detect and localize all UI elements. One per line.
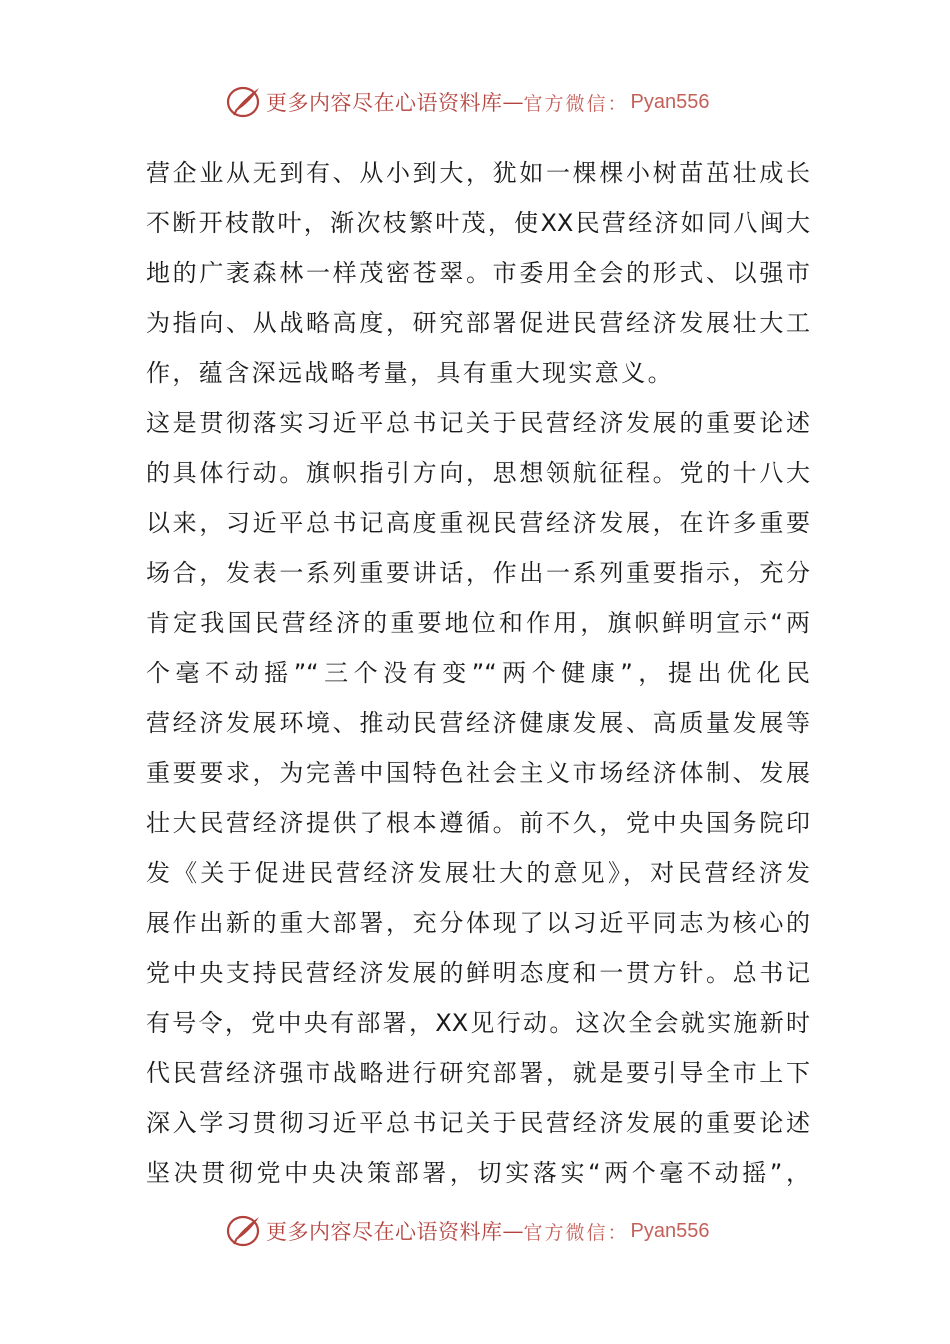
text-line: 这是贯彻落实习近平总书记关于民营经济发展的重要论述	[146, 409, 810, 437]
text-line: 营企业从无到有、从小到大，犹如一棵棵小树苗茁壮成长	[146, 159, 810, 187]
text-line: 有号令，党中央有部署，XX见行动。这次全会就实施新时	[146, 1009, 810, 1037]
text-line: 坚决贯彻党中央决策部署，切实落实“两个毫不动摇”，	[146, 1159, 810, 1187]
text-line: 发《关于促进民营经济发展壮大的意见》，对民营经济发	[146, 859, 810, 887]
quill-seal-icon	[226, 84, 264, 120]
text-line: 不断开枝散叶，渐次枝繁叶茂，使XX民营经济如同八闽大	[146, 209, 810, 237]
footer-banner	[226, 1211, 709, 1251]
document-body	[146, 148, 810, 1198]
banner-account: Pyan556	[630, 90, 710, 113]
text-line: 为指向、从战略高度，研究部署促进民营经济发展壮大工	[146, 309, 810, 337]
quill-seal-icon	[226, 1213, 264, 1249]
text-line: 肯定我国民营经济的重要地位和作用，旗帜鲜明宣示“两	[146, 609, 810, 637]
banner-account: Pyan556	[630, 1219, 710, 1242]
banner-brand: 更多内容尽在心语资料库	[266, 91, 503, 115]
text-line: 营经济发展环境、推动民营经济健康发展、高质量发展等	[146, 709, 810, 737]
header-banner	[226, 82, 709, 122]
banner-wechat-label: 官方微信：	[523, 92, 629, 115]
text-line: 的具体行动。旗帜指引方向，思想领航征程。党的十八大	[146, 459, 810, 487]
banner-dash: —	[502, 90, 524, 114]
text-line: 展作出新的重大部署，充分体现了以习近平同志为核心的	[146, 909, 810, 937]
text-line: 重要要求，为完善中国特色社会主义市场经济体制、发展	[146, 759, 810, 787]
text-line: 作，蕴含深远战略考量，具有重大现实意义。	[146, 359, 674, 387]
text-line: 地的广袤森林一样茂密苍翠。市委用全会的形式、以强市	[146, 259, 810, 287]
banner-dash: —	[502, 1219, 524, 1243]
text-line: 深入学习贯彻习近平总书记关于民营经济发展的重要论述	[146, 1109, 810, 1137]
text-line: 场合，发表一系列重要讲话，作出一系列重要指示，充分	[146, 559, 810, 587]
text-line: 党中央支持民营经济发展的鲜明态度和一贯方针。总书记	[146, 959, 810, 987]
text-line: 壮大民营经济提供了根本遵循。前不久，党中央国务院印	[146, 809, 810, 837]
banner-wechat-label: 官方微信：	[523, 1221, 629, 1244]
banner-brand: 更多内容尽在心语资料库	[266, 1220, 503, 1244]
text-line: 代民营经济强市战略进行研究部署，就是要引导全市上下	[146, 1059, 810, 1087]
text-line: 以来，习近平总书记高度重视民营经济发展，在许多重要	[146, 509, 810, 537]
text-line: 个毫不动摇”“三个没有变”“两个健康”，提出优化民	[146, 659, 810, 687]
